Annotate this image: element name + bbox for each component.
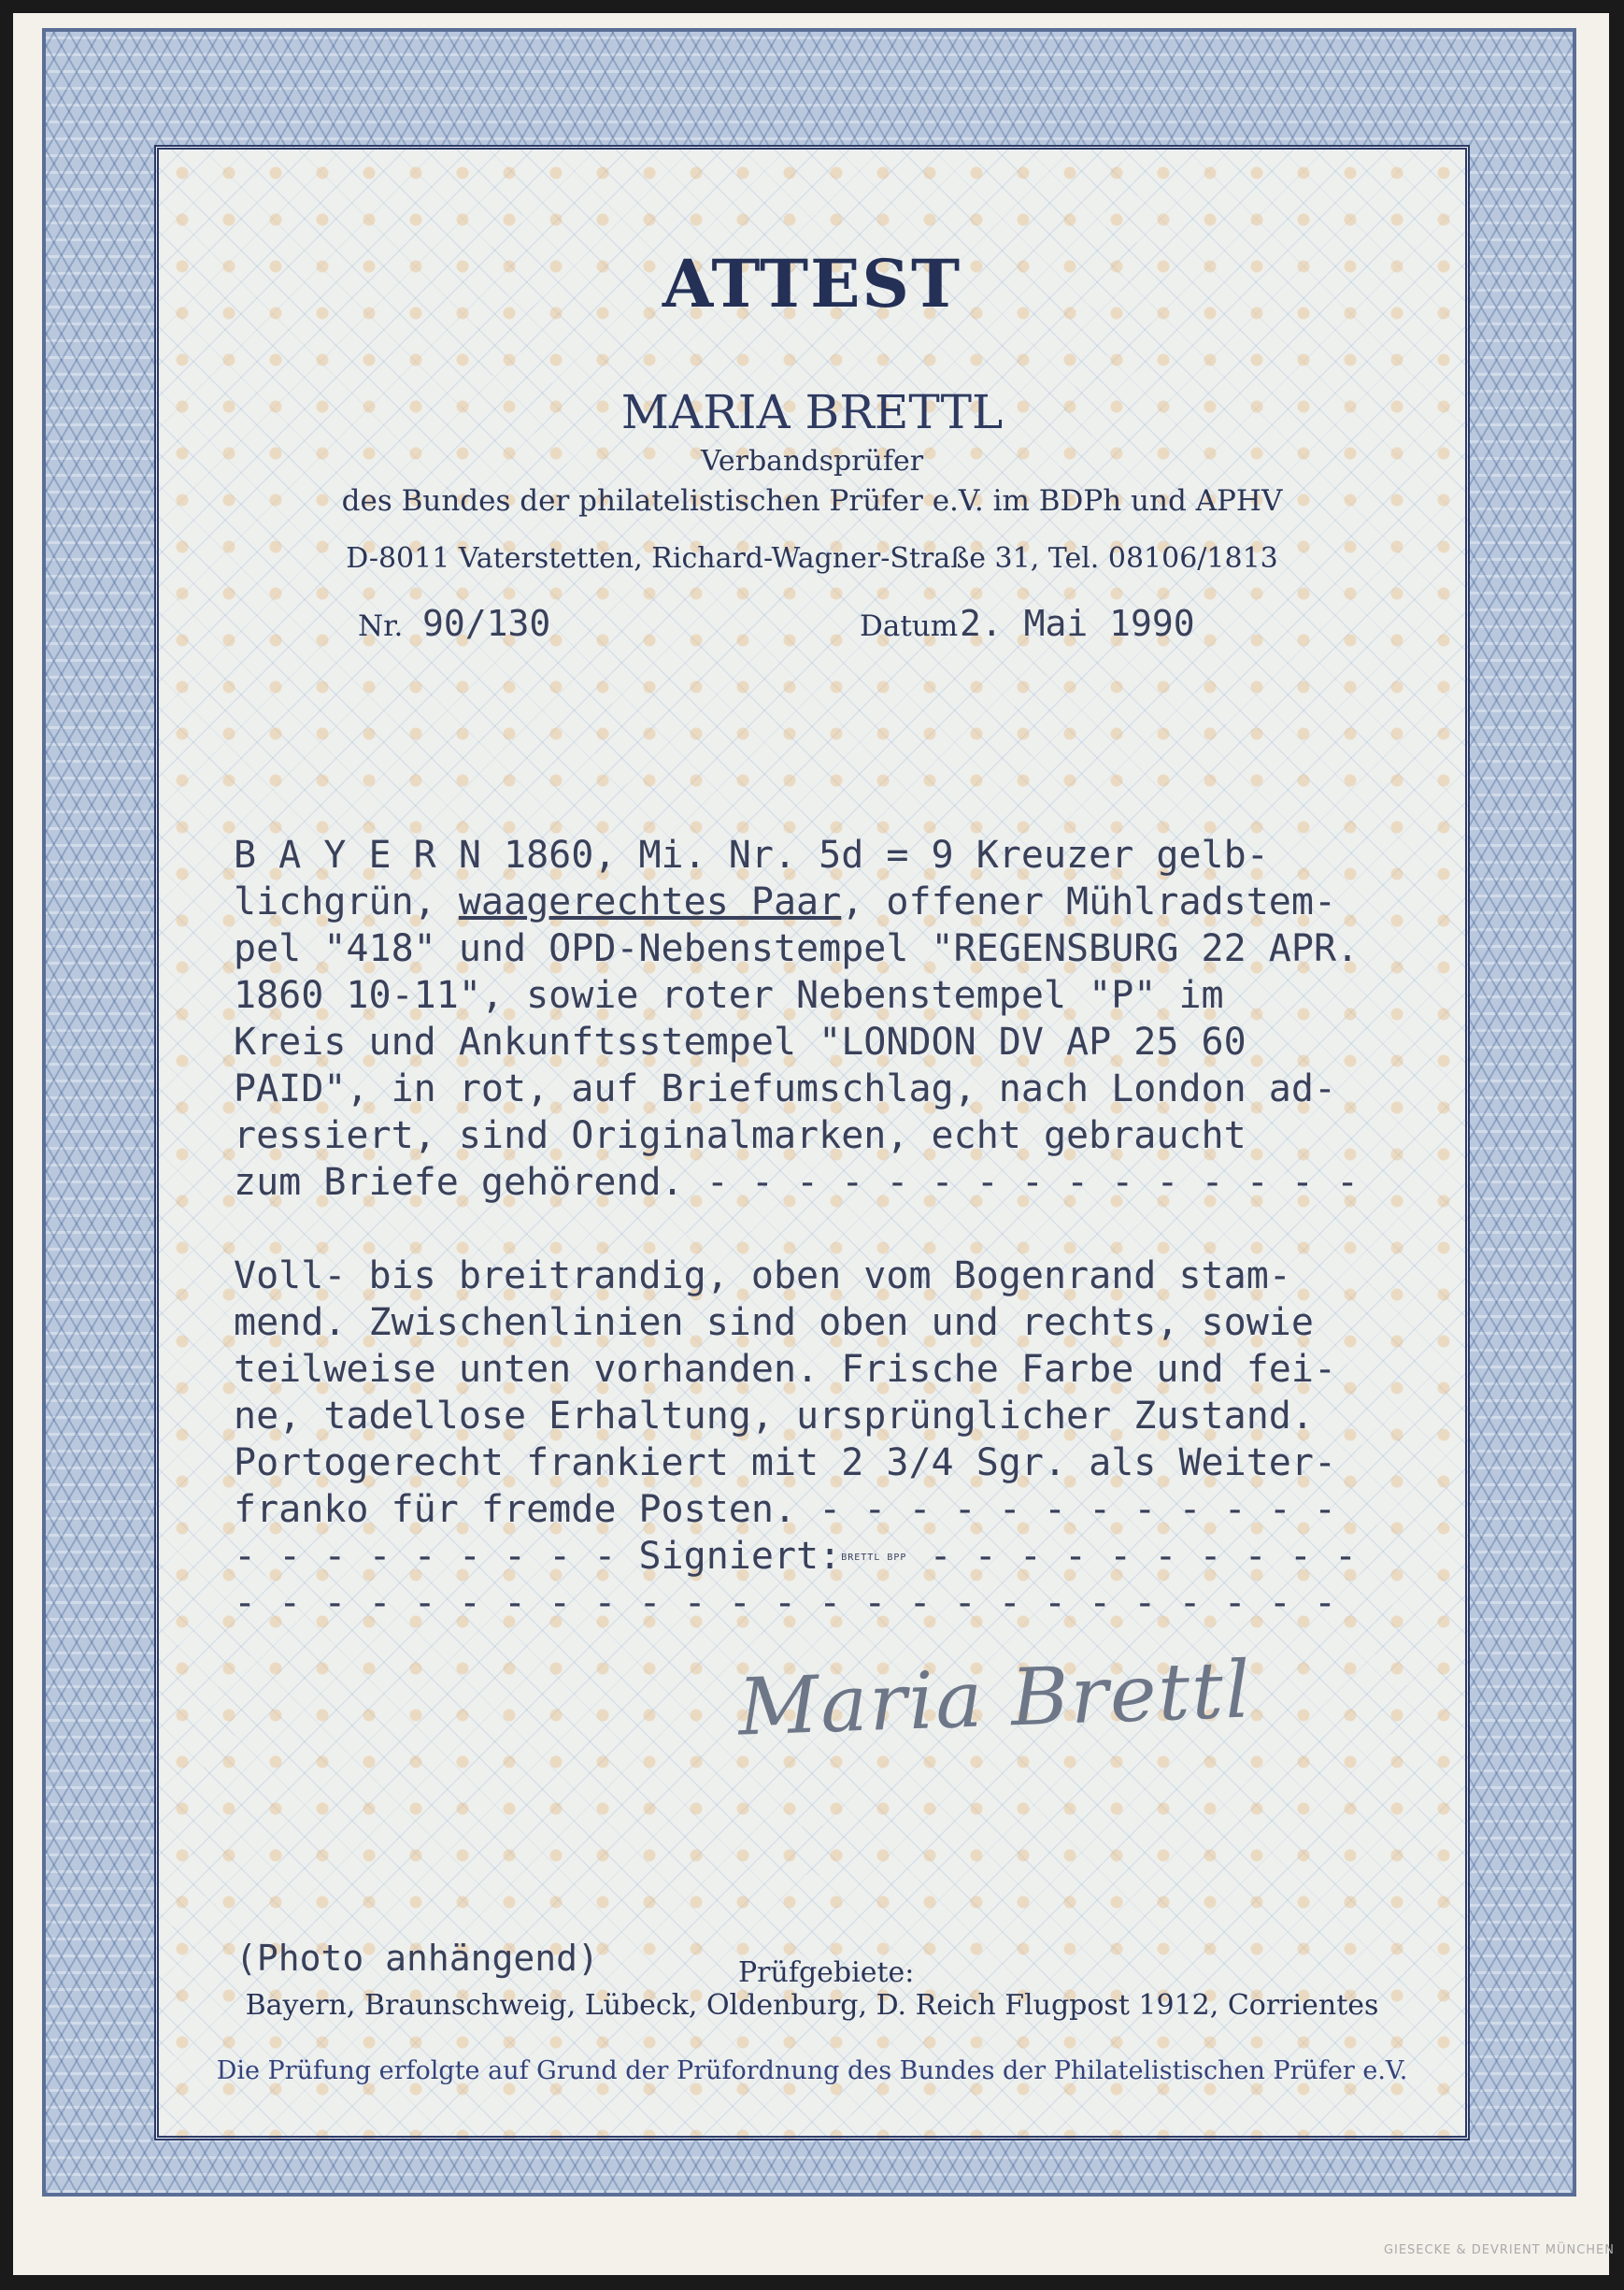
text-fragment: lichgrün,: [234, 880, 459, 923]
text-line: zum Briefe gehörend. - - - - - - - - - - - - - - -: [234, 1161, 1360, 1204]
nr-value: 90/130: [422, 603, 551, 644]
text-line: teilweise unten vorhanden. Frische Farbe und fei-: [234, 1348, 1337, 1391]
examiner-stamp: BRETTL BPP: [841, 1553, 907, 1563]
datum-value: 2. Mai 1990: [960, 603, 1195, 644]
text-line: [234, 879, 1359, 925]
text-line: Kreis und Ankunftsstempel "LONDON DV AP 25 60: [234, 1021, 1246, 1064]
signed-label: - - - - - - - - - Signiert:: [234, 1535, 842, 1578]
underlined-phrase: waagerechtes Paar: [458, 880, 842, 923]
handwritten-signature: Maria Brettl: [736, 1643, 1254, 1753]
text-line: ne, tadellose Erhaltung, ursprünglicher Zustand.: [234, 1395, 1314, 1438]
text-line: PAID", in rot, auf Briefumschlag, nach London ad-: [234, 1067, 1337, 1110]
text-line: 1860 10-11", sowie roter Nebenstempel "P" im: [234, 974, 1224, 1017]
pruefgebiete-label: Prüfgebiete:: [738, 1956, 915, 1989]
text-fragment: - - - - - - - - - -: [906, 1535, 1358, 1578]
nr-label: Nr.: [358, 609, 404, 643]
text-line: Portogerecht frankiert mit 2 3/4 Sgr. als Weiter-: [234, 1441, 1337, 1484]
photo-note: (Photo anhängend): [235, 1938, 599, 1979]
certificate-title: ATTEST: [662, 245, 962, 322]
text-line: Voll- bis breitrandig, oben vom Bogenrand stam-: [234, 1254, 1291, 1297]
description-paragraph-2: [234, 1252, 1357, 1626]
datum-label: Datum: [860, 609, 959, 643]
printer-mark: GIESECKE & DEVRIENT MÜNCHEN: [1383, 2243, 1615, 2257]
description-paragraph-1: [234, 832, 1359, 1206]
footer-statement: Die Prüfung erfolgte auf Grund der Prüfordnung des Bundes der Philatelistischen Prüfer e.V.: [216, 2056, 1408, 2085]
text-fragment: , offener Mühlradstem-: [841, 880, 1337, 923]
examiner-role: Verbandsprüfer: [700, 445, 924, 478]
pruefgebiete-list: Bayern, Braunschweig, Lübeck, Oldenburg, D. Reich Flugpost 1912, Corrientes: [245, 1989, 1379, 2022]
text-line: pel "418" und OPD-Nebenstempel "REGENSBURG 22 APR.: [234, 927, 1360, 970]
text-line: franko für fremde Posten. - - - - - - - - - - - -: [234, 1488, 1337, 1531]
dash-line: - - - - - - - - - - - - - - - - - - - - - - - - -: [234, 1582, 1337, 1624]
examiner-name: MARIA BRETTL: [620, 385, 1004, 439]
text-line: mend. Zwischenlinien sind oben und rechts, sowie: [234, 1301, 1314, 1344]
text-line: B A Y E R N 1860, Mi. Nr. 5d = 9 Kreuzer gelb-: [234, 834, 1269, 877]
signed-line: [234, 1533, 1357, 1580]
text-line: ressiert, sind Originalmarken, echt gebraucht: [234, 1114, 1246, 1157]
association-line: des Bundes der philatelistischen Prüfer e.V. im BDPh und APHV: [341, 484, 1283, 518]
address-line: D-8011 Vaterstetten, Richard-Wagner-Straße 31, Tel. 08106/1813: [346, 542, 1278, 575]
